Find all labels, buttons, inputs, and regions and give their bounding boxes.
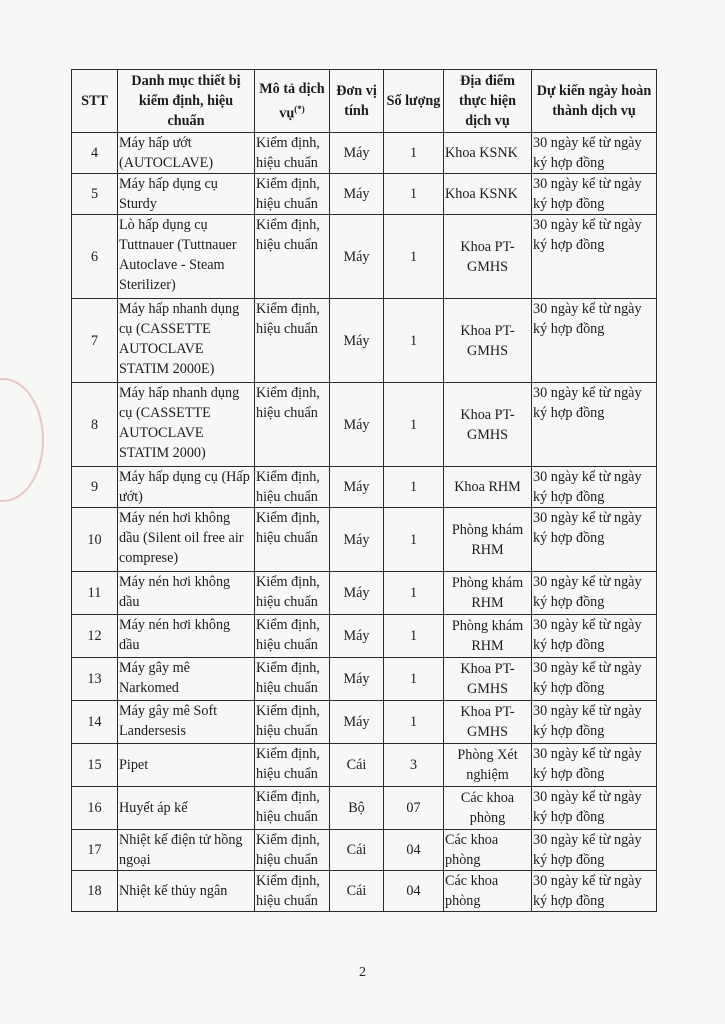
cell-equipment: Máy hấp dụng cụ Sturdy xyxy=(118,174,255,215)
cell-qty: 1 xyxy=(384,467,444,508)
cell-location: Khoa PT-GMHS xyxy=(444,658,532,701)
cell-stt: 4 xyxy=(72,133,118,174)
cell-qty: 1 xyxy=(384,508,444,572)
cell-stt: 14 xyxy=(72,701,118,744)
cell-equipment: Máy nén hơi không dầu xyxy=(118,615,255,658)
cell-unit: Máy xyxy=(330,133,384,174)
cell-qty: 1 xyxy=(384,572,444,615)
header-service-note: (*) xyxy=(294,103,305,114)
cell-completion: 30 ngày kể từ ngày ký hợp đồng xyxy=(532,744,657,787)
cell-stt: 6 xyxy=(72,215,118,299)
cell-location: Khoa PT-GMHS xyxy=(444,383,532,467)
table-row xyxy=(72,572,657,615)
cell-qty: 04 xyxy=(384,830,444,871)
header-equipment: Danh mục thiết bị kiểm định, hiệu chuẩn xyxy=(118,70,255,133)
cell-service: Kiểm định, hiệu chuẩn xyxy=(255,215,330,299)
cell-completion: 30 ngày kể từ ngày ký hợp đồng xyxy=(532,658,657,701)
cell-equipment: Nhiệt kế điện tử hồng ngoại xyxy=(118,830,255,871)
cell-qty: 1 xyxy=(384,299,444,383)
cell-completion: 30 ngày kể từ ngày ký hợp đồng xyxy=(532,215,657,299)
cell-completion: 30 ngày kể từ ngày ký hợp đồng xyxy=(532,133,657,174)
cell-stt: 18 xyxy=(72,871,118,912)
cell-unit: Máy xyxy=(330,658,384,701)
header-stt: STT xyxy=(72,70,118,133)
cell-stt: 11 xyxy=(72,572,118,615)
table-row xyxy=(72,787,657,830)
cell-stt: 10 xyxy=(72,508,118,572)
cell-location: Khoa PT-GMHS xyxy=(444,299,532,383)
cell-service: Kiểm định, hiệu chuẩn xyxy=(255,658,330,701)
cell-service: Kiểm định, hiệu chuẩn xyxy=(255,383,330,467)
cell-unit: Bộ xyxy=(330,787,384,830)
cell-completion: 30 ngày kể từ ngày ký hợp đồng xyxy=(532,615,657,658)
cell-location: Phòng khám RHM xyxy=(444,508,532,572)
table-row xyxy=(72,467,657,508)
header-service xyxy=(255,70,330,133)
cell-equipment: Nhiệt kế thủy ngân xyxy=(118,871,255,912)
page-number: 2 xyxy=(359,965,366,980)
cell-completion: 30 ngày kể từ ngày ký hợp đồng xyxy=(532,787,657,830)
header-unit: Đơn vị tính xyxy=(330,70,384,133)
cell-unit: Máy xyxy=(330,701,384,744)
cell-completion: 30 ngày kể từ ngày ký hợp đồng xyxy=(532,467,657,508)
table-row xyxy=(72,871,657,912)
cell-service: Kiểm định, hiệu chuẩn xyxy=(255,299,330,383)
cell-unit: Máy xyxy=(330,467,384,508)
cell-qty: 1 xyxy=(384,174,444,215)
header-service-text: Mô tả dịch vụ xyxy=(259,80,325,122)
cell-unit: Cái xyxy=(330,830,384,871)
cell-equipment: Máy gây mê Soft Landersesis xyxy=(118,701,255,744)
cell-service: Kiểm định, hiệu chuẩn xyxy=(255,508,330,572)
cell-stt: 12 xyxy=(72,615,118,658)
cell-location: Khoa RHM xyxy=(444,467,532,508)
table-row xyxy=(72,299,657,383)
cell-qty: 3 xyxy=(384,744,444,787)
cell-unit: Máy xyxy=(330,215,384,299)
cell-stt: 16 xyxy=(72,787,118,830)
cell-equipment: Máy nén hơi không dầu xyxy=(118,572,255,615)
cell-service: Kiểm định, hiệu chuẩn xyxy=(255,744,330,787)
cell-location: Phòng Xét nghiệm xyxy=(444,744,532,787)
cell-location: Khoa PT-GMHS xyxy=(444,215,532,299)
header-row xyxy=(72,70,657,133)
table-row xyxy=(72,508,657,572)
cell-equipment: Huyết áp kế xyxy=(118,787,255,830)
cell-stt: 7 xyxy=(72,299,118,383)
cell-service: Kiểm định, hiệu chuẩn xyxy=(255,615,330,658)
cell-unit: Máy xyxy=(330,572,384,615)
cell-unit: Cái xyxy=(330,871,384,912)
cell-service: Kiểm định, hiệu chuẩn xyxy=(255,830,330,871)
table-row xyxy=(72,215,657,299)
cell-equipment: Máy hấp dụng cụ (Hấp ướt) xyxy=(118,467,255,508)
cell-qty: 07 xyxy=(384,787,444,830)
cell-service: Kiểm định, hiệu chuẩn xyxy=(255,787,330,830)
header-qty: Số lượng xyxy=(384,70,444,133)
cell-qty: 04 xyxy=(384,871,444,912)
cell-completion: 30 ngày kể từ ngày ký hợp đồng xyxy=(532,174,657,215)
header-completion: Dự kiến ngày hoàn thành dịch vụ xyxy=(532,70,657,133)
cell-location: Khoa PT-GMHS xyxy=(444,701,532,744)
stamp-mark xyxy=(0,378,44,502)
cell-service: Kiểm định, hiệu chuẩn xyxy=(255,572,330,615)
table-row xyxy=(72,658,657,701)
cell-service: Kiểm định, hiệu chuẩn xyxy=(255,174,330,215)
table-row xyxy=(72,744,657,787)
table-row xyxy=(72,701,657,744)
cell-unit: Máy xyxy=(330,383,384,467)
cell-location: Phòng khám RHM xyxy=(444,615,532,658)
cell-location: Các khoa phòng xyxy=(444,830,532,871)
cell-qty: 1 xyxy=(384,383,444,467)
cell-equipment: Máy gây mê Narkomed xyxy=(118,658,255,701)
cell-equipment: Máy hấp ướt (AUTOCLAVE) xyxy=(118,133,255,174)
cell-completion: 30 ngày kể từ ngày ký hợp đồng xyxy=(532,383,657,467)
cell-completion: 30 ngày kể từ ngày ký hợp đồng xyxy=(532,508,657,572)
cell-equipment: Máy hấp nhanh dụng cụ (CASSETTE AUTOCLAVE STATIM 2000) xyxy=(118,383,255,467)
cell-stt: 8 xyxy=(72,383,118,467)
cell-qty: 1 xyxy=(384,658,444,701)
cell-qty: 1 xyxy=(384,615,444,658)
cell-completion: 30 ngày kể từ ngày ký hợp đồng xyxy=(532,830,657,871)
cell-location: Các khoa phòng xyxy=(444,787,532,830)
cell-service: Kiểm định, hiệu chuẩn xyxy=(255,133,330,174)
cell-service: Kiểm định, hiệu chuẩn xyxy=(255,871,330,912)
cell-unit: Máy xyxy=(330,615,384,658)
cell-stt: 13 xyxy=(72,658,118,701)
cell-unit: Cái xyxy=(330,744,384,787)
cell-location: Phòng khám RHM xyxy=(444,572,532,615)
header-location: Địa điểm thực hiện dịch vụ xyxy=(444,70,532,133)
cell-equipment: Máy nén hơi không dầu (Silent oil free air comprese) xyxy=(118,508,255,572)
cell-stt: 5 xyxy=(72,174,118,215)
cell-equipment: Máy hấp nhanh dụng cụ (CASSETTE AUTOCLAVE STATIM 2000E) xyxy=(118,299,255,383)
table-row xyxy=(72,383,657,467)
cell-stt: 9 xyxy=(72,467,118,508)
cell-location: Các khoa phòng xyxy=(444,871,532,912)
cell-equipment: Lò hấp dụng cụ Tuttnauer (Tuttnauer Autoclave - Steam Sterilizer) xyxy=(118,215,255,299)
cell-qty: 1 xyxy=(384,701,444,744)
cell-unit: Máy xyxy=(330,508,384,572)
table-row xyxy=(72,615,657,658)
equipment-table xyxy=(71,69,657,912)
cell-completion: 30 ngày kể từ ngày ký hợp đồng xyxy=(532,701,657,744)
cell-service: Kiểm định, hiệu chuẩn xyxy=(255,701,330,744)
cell-location: Khoa KSNK xyxy=(444,133,532,174)
table-row xyxy=(72,174,657,215)
cell-stt: 17 xyxy=(72,830,118,871)
cell-qty: 1 xyxy=(384,133,444,174)
cell-stt: 15 xyxy=(72,744,118,787)
cell-unit: Máy xyxy=(330,174,384,215)
table-row xyxy=(72,133,657,174)
cell-equipment: Pipet xyxy=(118,744,255,787)
table-row xyxy=(72,830,657,871)
cell-completion: 30 ngày kể từ ngày ký hợp đồng xyxy=(532,572,657,615)
cell-service: Kiểm định, hiệu chuẩn xyxy=(255,467,330,508)
cell-completion: 30 ngày kể từ ngày ký hợp đồng xyxy=(532,299,657,383)
cell-qty: 1 xyxy=(384,215,444,299)
cell-location: Khoa KSNK xyxy=(444,174,532,215)
cell-unit: Máy xyxy=(330,299,384,383)
cell-completion: 30 ngày kể từ ngày ký hợp đồng xyxy=(532,871,657,912)
